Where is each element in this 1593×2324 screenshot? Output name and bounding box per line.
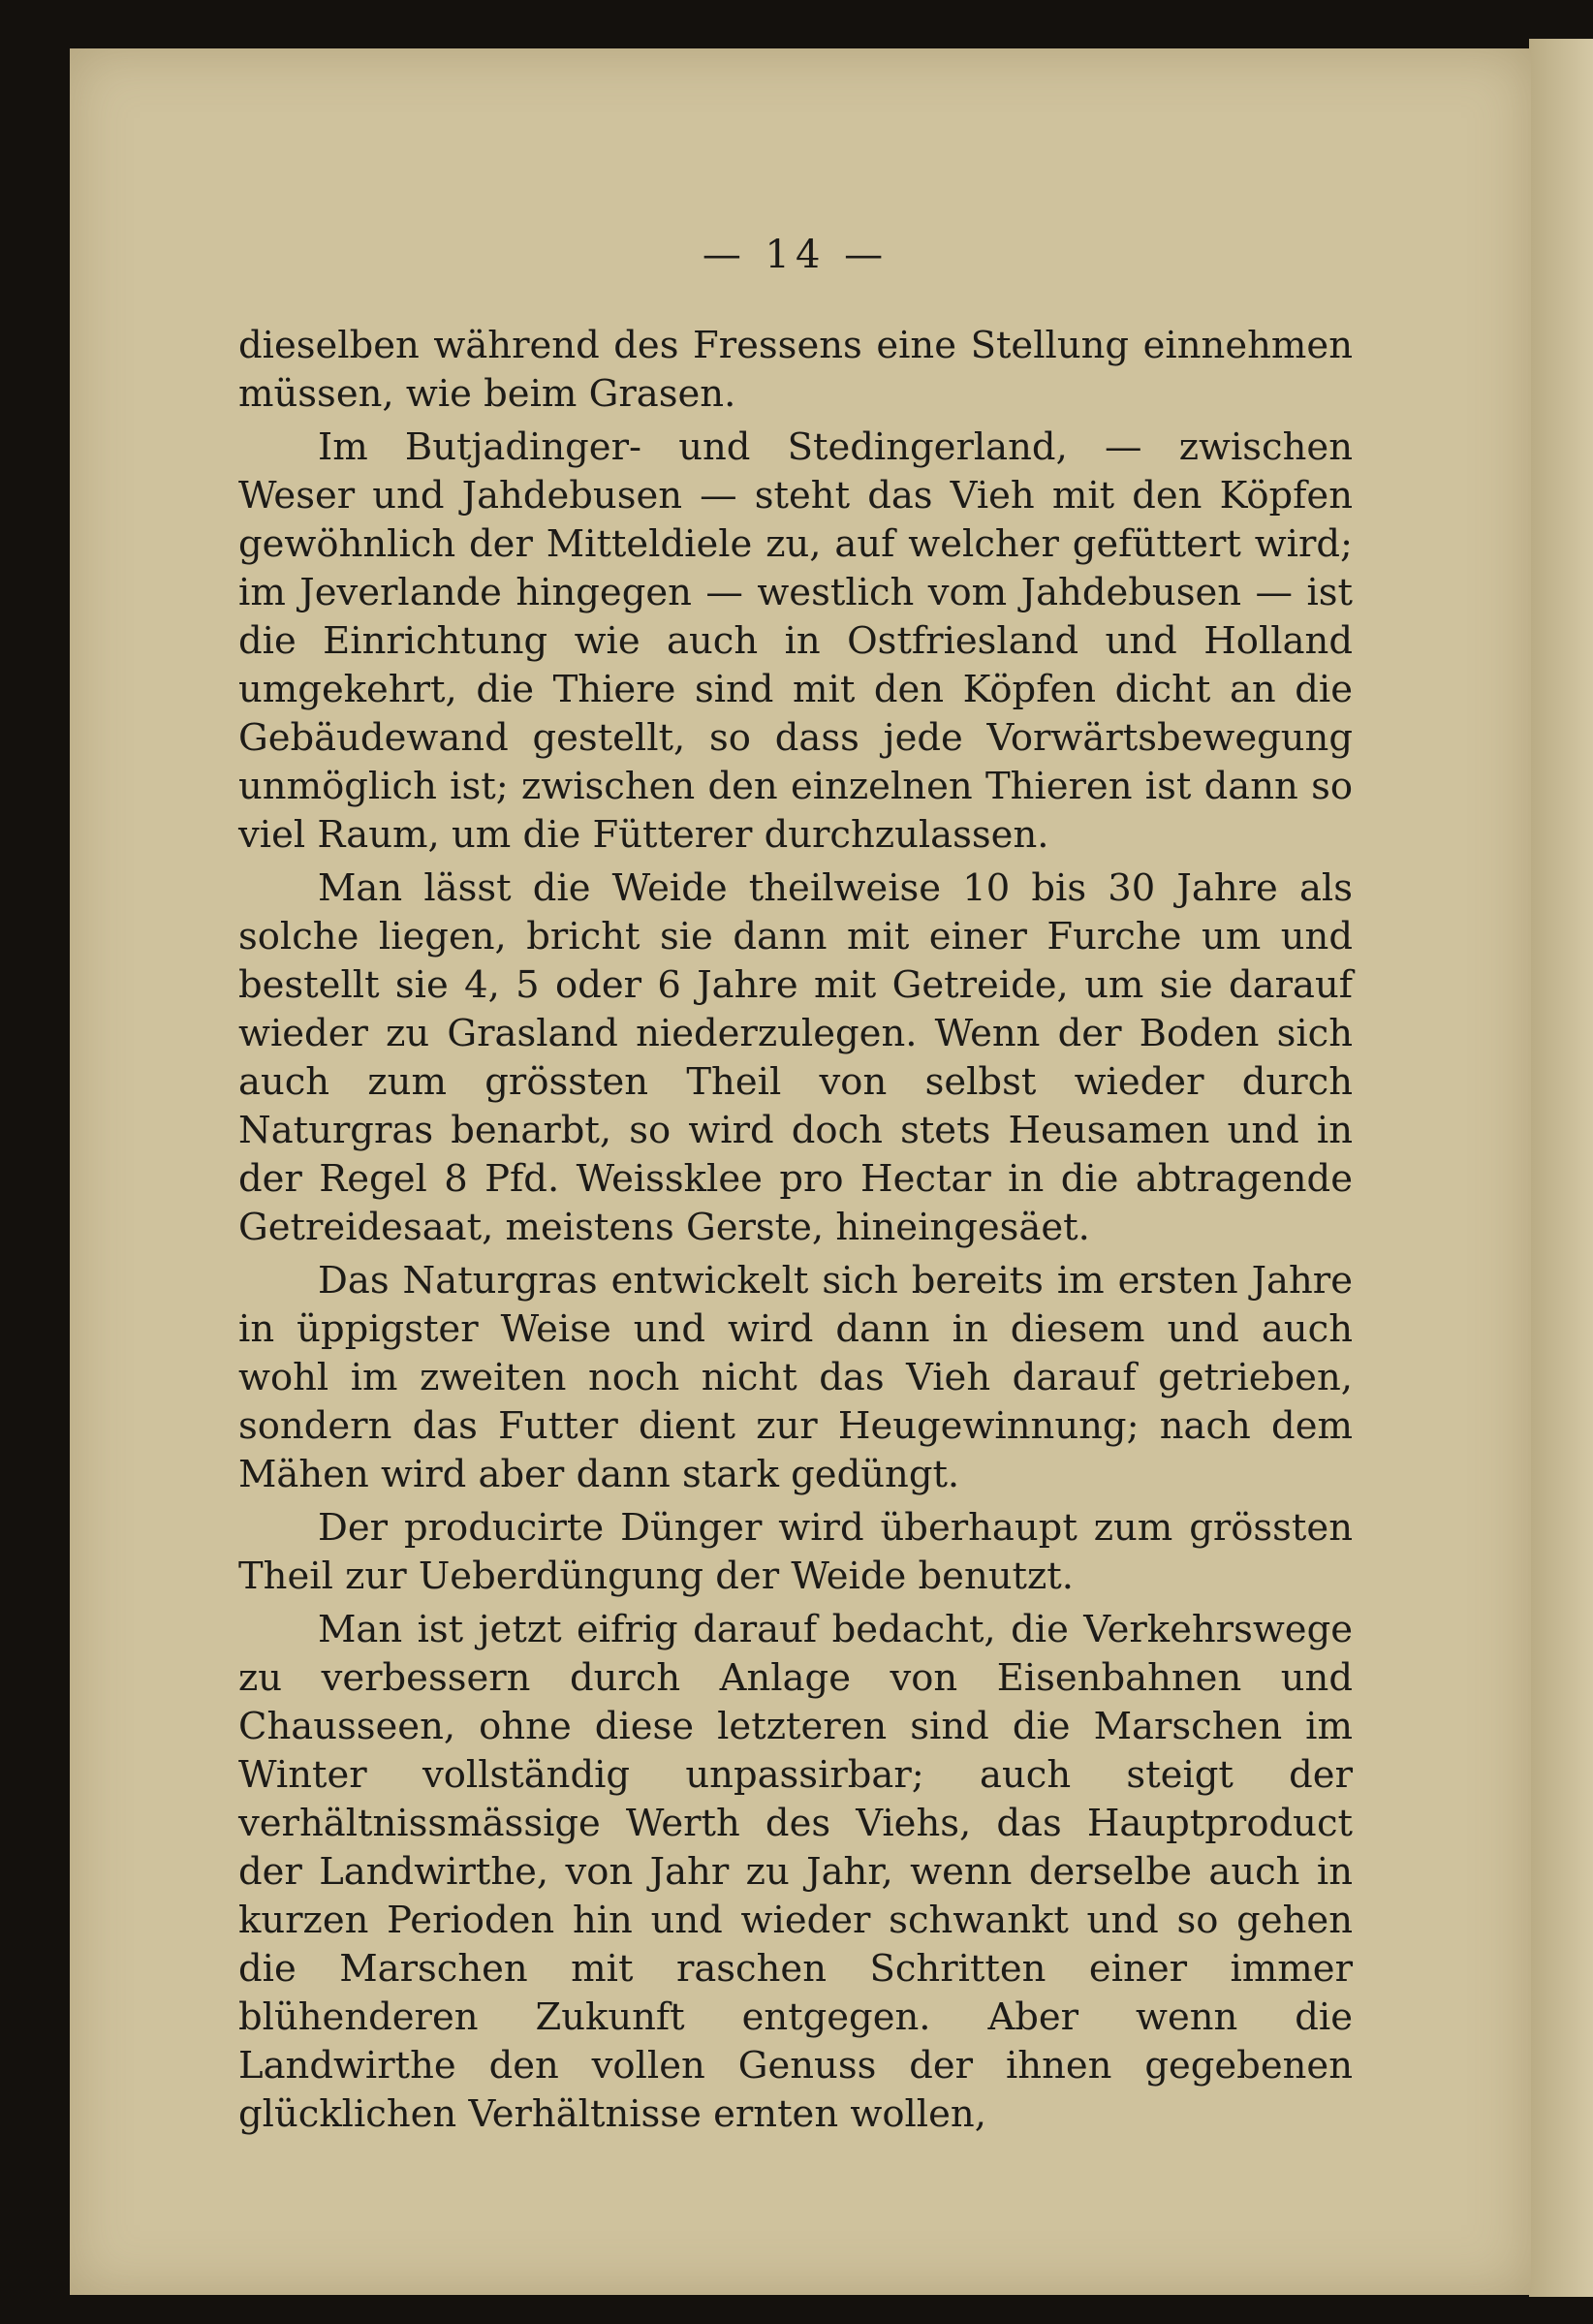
paragraph-transport: Man ist jetzt eifrig darauf bedacht, die Verkehrswege zu verbessern durch Anlage von Eisenbahnen und Chausseen, ohne diese letzteren sind die Marschen im Winter vollständig unpassirbar; auch steigt der verhältnissmässige Werth des Viehs, das Hauptproduct der Landwirthe, von Jahr zu Jahr, wenn derselbe auch in kurzen Perioden hin und wieder schwankt und so gehen die Marschen mit raschen Schritten einer immer blühenderen Zukunft entgegen. Aber wenn die Landwirthe den vollen Genuss der ihnen gegebenen glücklichen Verhältnisse ernten wollen, [238, 1608, 1353, 2136]
paragraph-continuation: dieselben während des Fressens eine Stellung einnehmen müssen, wie beim Grasen. [238, 324, 1353, 416]
paragraph-manure: Der producirte Dünger wird überhaupt zum grössten Theil zur Ueberdüngung der Weide benutzt. [238, 1506, 1353, 1598]
page-number: — 14 — [702, 233, 890, 277]
page-text [238, 233, 1353, 2144]
facing-page-edge [1529, 39, 1593, 2297]
paragraph-natural-grass: Das Naturgras entwickelt sich bereits im ersten Jahre in üppigster Weise und wird dann in diesem und auch wohl im zweiten noch nicht das Vieh darauf getrieben, sondern das Futter dient zur Heugewinnung; nach dem Mähen wird aber dann stark gedüngt. [238, 1259, 1353, 1496]
paragraph-pasture-rotation: Man lässt die Weide theilweise 10 bis 30 Jahre als solche liegen, bricht sie dann mit einer Furche um und bestellt sie 4, 5 oder 6 Jahre mit Getreide, um sie darauf wieder zu Grasland niederzulegen. Wenn der Boden sich auch zum grössten Theil von selbst wieder durch Naturgras benarbt, so wird doch stets Heusamen und in der Regel 8 Pfd. Weissklee pro Hectar in die abtragende Getreidesaat, meistens Gerste, hineingesäet. [238, 866, 1353, 1249]
paragraph-stable-layout: Im Butjadinger- und Stedingerland, — zwischen Weser und Jahdebusen — steht das Vieh mit den Köpfen gewöhnlich der Mitteldiele zu, auf welcher gefüttert wird; im Jeverlande hingegen — westlich vom Jahdebusen — ist die Einrichtung wie auch in Ostfriesland und Holland umgekehrt, die Thiere sind mit den Köpfen dicht an die Gebäudewand gestellt, so dass jede Vorwärtsbewegung unmöglich ist; zwischen den einzelnen Thieren ist dann so viel Raum, um die Fütterer durchzulassen. [238, 425, 1353, 857]
